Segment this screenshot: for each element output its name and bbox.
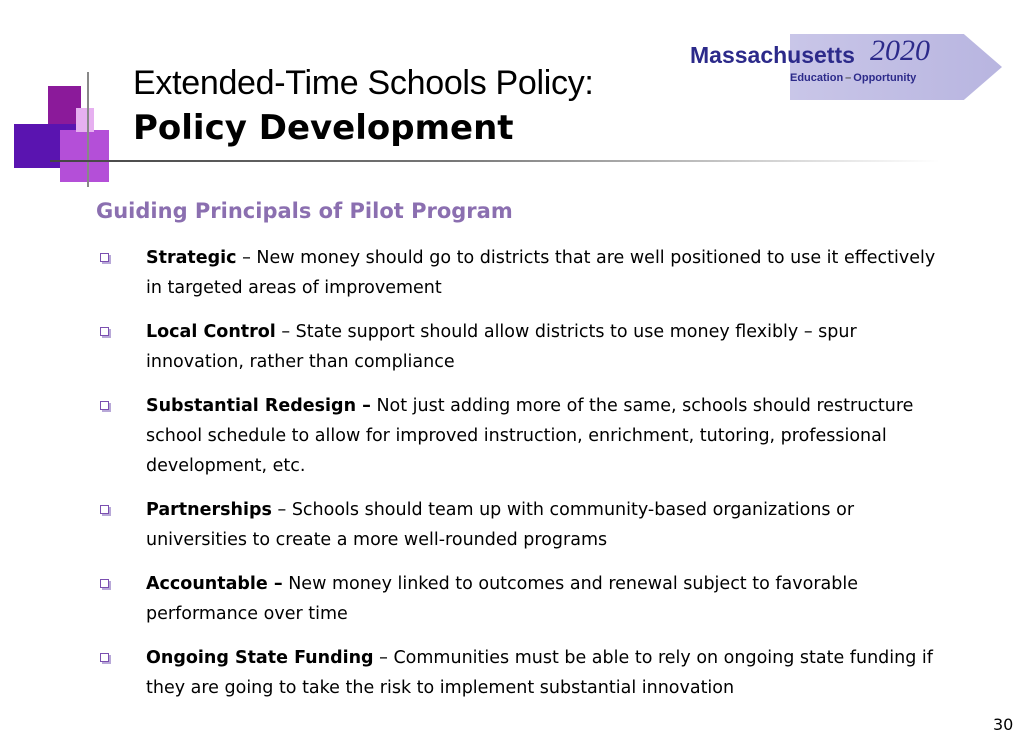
hollow-square-bullet-icon — [100, 401, 109, 410]
hollow-square-bullet-icon — [100, 253, 109, 262]
bullet-term: Strategic — [146, 248, 237, 268]
massachusetts-2020-logo — [690, 34, 1002, 100]
logo-tagline-right: Opportunity — [853, 72, 917, 84]
bullet-term: Partnerships — [146, 500, 272, 520]
decorative-square-violet — [60, 130, 109, 182]
bullet-text: New money linked to outcomes and renewal subject to favorable performance over time — [146, 574, 858, 624]
bullet-term: Ongoing State Funding — [146, 648, 374, 668]
hollow-square-bullet-icon — [100, 327, 109, 336]
list-item — [96, 643, 956, 703]
list-item — [96, 495, 956, 555]
bullet-text: – Communities must be able to rely on ongoing state funding if they are going to take the risk to implement substantial innovation — [146, 648, 933, 698]
list-item — [96, 243, 956, 303]
slide-subtitle: Policy Development — [133, 108, 514, 148]
bullet-text: – State support should allow districts to use money flexibly – spur innovation, rather than compliance — [146, 322, 857, 372]
hollow-square-bullet-icon — [100, 579, 109, 588]
hollow-square-bullet-icon — [100, 505, 109, 514]
page-number: 30 — [993, 715, 1014, 734]
bullet-text: Not just adding more of the same, schools should restructure school schedule to allow for improved instruction, enrichment, tutoring, professional development, etc. — [146, 396, 914, 476]
title-underline — [50, 160, 940, 162]
vertical-divider — [87, 72, 89, 187]
bullet-list — [96, 243, 956, 717]
logo-year: 2020 — [870, 34, 930, 67]
slide-title: Extended-Time Schools Policy: — [133, 64, 594, 102]
logo-name: Massachusetts — [690, 42, 855, 68]
list-item — [96, 391, 956, 481]
bullet-term: Substantial Redesign – — [146, 396, 371, 416]
bullet-text: – Schools should team up with community-based organizations or universities to create a more well-rounded programs — [146, 500, 855, 550]
list-item — [96, 317, 956, 377]
section-heading: Guiding Principals of Pilot Program — [96, 199, 513, 223]
logo-tagline-left: Education — [790, 72, 844, 84]
list-item — [96, 569, 956, 629]
bullet-term: Accountable – — [146, 574, 283, 594]
bullet-term: Local Control — [146, 322, 276, 342]
decorative-square-light — [76, 108, 94, 132]
bullet-text: – New money should go to districts that are well positioned to use it effectively in targeted areas of improvement — [146, 248, 936, 298]
logo-tagline: Education – Opportunity — [790, 72, 917, 84]
hollow-square-bullet-icon — [100, 653, 109, 662]
